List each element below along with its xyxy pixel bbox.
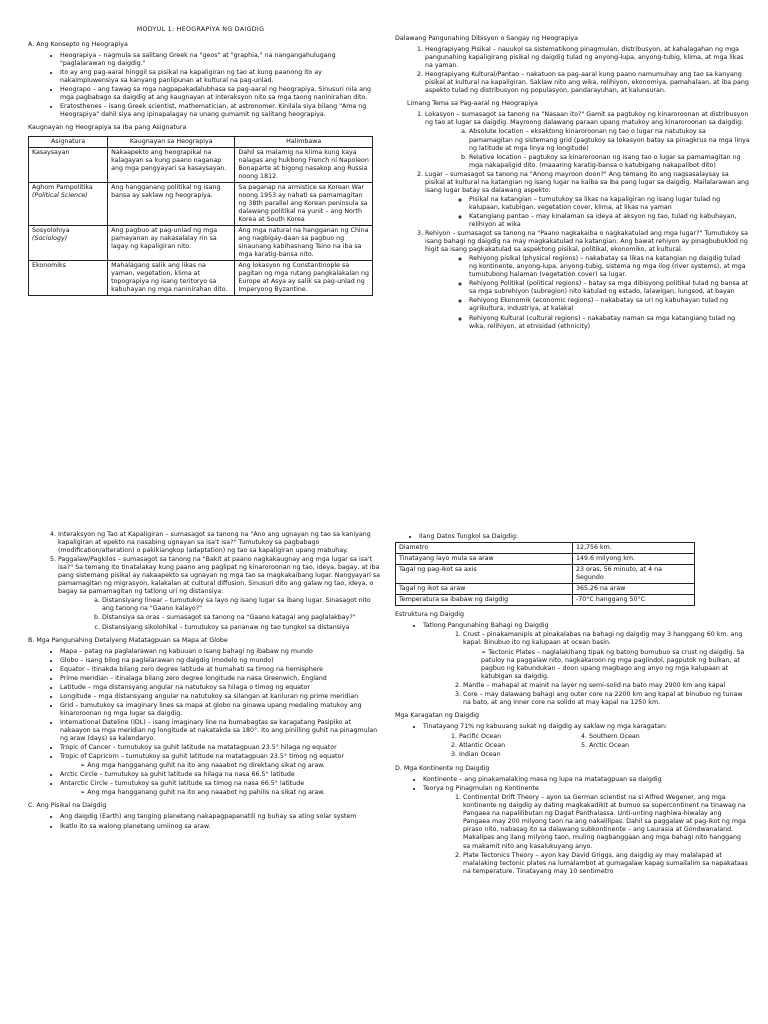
theme-text: Paggalaw/Pagkilos – sumasagot sa tanong na "Bakit at paano nagkakaugnay ang mga lugar sa isa't isa?" Sa temang ito tinatalakay kung paano ang paglipat ng kinaroroonan ng tao, ideya, bagay, at iba pang sistemang pisikal ay nakaapekto sa ugnayan ng mga tao sa magkakaibang lugar. Nangyayari sa pamamagitan ng migrasyon, kalakalan at cultural diffusion. Sinusuri dito ang galaw ng tao, ideya, o bagay sa pamamagitan ng tatlong uri ng distansiya: bbox=[58, 556, 380, 596]
relation-heading: Kaugnayan ng Heograpiya sa Iba pang Asignatura bbox=[28, 124, 187, 132]
table-cell: 23 oras, 56 minuto, at 4 na Segundo bbox=[573, 565, 695, 584]
list-item: ➢ Ang mga hangganang guhit na ito ang naaabot ng pahilis na sikat ng araw. bbox=[80, 789, 383, 797]
list-item bbox=[423, 785, 750, 876]
table-cell: Temperatura sa ibabaw ng daigdig bbox=[396, 595, 573, 606]
list-item: 4. Interaksyon ng Tao at Kapaligiran – sumasagot sa tanong na "Ano ang ugnayan ng tao sa kaniyang kapaligiran at epekto na nasabing ugnayan sa isa't isa?" Tumutukoy sa pagbabago (modification/alteration) o pakikiangkop (adaptation) ng tao sa kapaligiran upang mabuhay. bbox=[58, 531, 383, 555]
list-item: • Heograpiya – nagmula sa salitang Greek na "geos" at "graphia," na nangangahulugang "paglalarawan ng daigdig." bbox=[60, 52, 373, 68]
list-item bbox=[425, 111, 750, 169]
list-item: ◦ Katangiang pantao – may kinalaman sa ideya at aksyon ng tao, tulad ng kabuhayan, relihiyon at wika bbox=[469, 213, 750, 229]
list-item: • Equator – itinakda bilang zero degree latitude at humahati sa timog na hemisphere bbox=[60, 666, 383, 674]
sub-list bbox=[425, 128, 750, 169]
section-a-list bbox=[28, 52, 373, 119]
list-item bbox=[463, 631, 750, 680]
module-title: MODYUL 1: HEOGRAPIYA NG DAIGDIG bbox=[136, 26, 265, 33]
list-item: c. Distansiyang sikolohikal – tumutukoy sa pananaw ng tao tungkol sa distansiya bbox=[102, 624, 383, 632]
table-row bbox=[396, 565, 695, 584]
table-cell bbox=[29, 147, 108, 182]
section-b-heading: B. Mga Pangunahing Detalyeng Matatagpuan sa Mapa at Globe bbox=[28, 636, 228, 644]
list-item: • Tinatayang 71% ng kabuuang sukat ng daigdig ay saklaw ng mga karagatan: bbox=[423, 723, 750, 731]
themes-list-continued bbox=[28, 531, 383, 632]
list-item: • International Dateline (IDL) – isang imaginary line na bumabagtas sa karagatang Pasipiko at nakaayon sa mga meridian ng longitude at nakatakda sa 180°. Ito ang pinilling guhit na pinagmulan ng araw (days) sa kalendaryo. bbox=[60, 719, 383, 743]
list-item: 2. Atlantic Ocean bbox=[459, 742, 579, 750]
subject-english: (Sociology) bbox=[32, 235, 68, 243]
section-d-heading: D. Mga Kontinente ng Daigdig bbox=[395, 765, 490, 773]
theme-text: Rehiyon – sumasagot sa tanong na "Paano nagkakaiba o nagkakatulad ang mga lugar?" Tumutukoy sa isang bahagi ng daigdig na may magkakatulad na katangian. Ang bawat rehiyon ay pinagbubuklod ng higit sa isang pagkakatulad sa aspektong pisikal, politikal, ekonomiko, at kultural. bbox=[425, 230, 748, 254]
list-item bbox=[425, 171, 750, 229]
list-item: • Ito ay ang pag-aaral hinggil sa pisikal na kapaligiran ng tao at kung paanong ito ay nakaimpluwensiya sa kanyang panlipunan at kultural na pag-unlad. bbox=[60, 69, 373, 85]
list-item: ◦ Rehiyong pisikal (physical regions) – nakabatay sa likas na katangian ng daigdig tulad ng kontinente, anyong-lupa, anyong-tubig, sistema ng mga ilog (river systems), at mga tumutubong halaman (vegetation cover) sa lugar. bbox=[469, 255, 750, 279]
subject-english: (Political Science) bbox=[32, 191, 88, 199]
list-item: • Tropic of Cancer – tumutukoy sa guhit latitude na matatagpuan 23.5° hilaga ng equator bbox=[60, 744, 383, 752]
list-item: • Grid – tumutukoy sa imaginary lines sa mapa at globo na ginawa upang medaling matukoy ang kinaroroonan ng mga lugar sa daigdig. bbox=[60, 702, 383, 718]
list-item: ◦ Rehiyong Ekonomik (economic regions) – nakabatay sa uri ng kabuhayan tulad ng agrikultura, industriya, at kalakal bbox=[469, 297, 750, 313]
list-item: 2. Plate Tectonics Theory – ayon kay David Griggs, ang daigdig ay may malalapad at malalaking tectonic plates na lumalambot at gumagalaw kapag sumailalim sa napakataas na temperature. Tinatayang may 10 sentimetro bbox=[463, 852, 750, 876]
table-cell bbox=[29, 182, 108, 225]
column-top-left bbox=[28, 26, 373, 486]
divisions-list bbox=[395, 46, 750, 95]
list-item: • Antarctic Circle – tumutukoy sa guhit latitude sa timog na nasa 66.5° latitude bbox=[60, 780, 383, 788]
list-item: b. Distansiya sa oras – sumasagot sa tanong na "Gaano katagal ang paglalakbay?" bbox=[102, 614, 383, 622]
table-cell: 365.26 na araw bbox=[573, 584, 695, 595]
table-header: Kaugnayan sa Heograpiya bbox=[108, 136, 235, 147]
earth-data-table bbox=[395, 542, 695, 606]
list-item: a. Absolute location – eksaktong kinaroroonan ng tao o lugar na natutukoy sa pamamagitan ng sistemang grid (pagtukoy sa lokasyon batay sa pinagkrus na mga linya ng latitude at mga linya ng longitude) bbox=[469, 128, 750, 152]
table-cell: Ang lokasyon ng Constantinople sa pagitan ng mga rutang pangkalakalan ng Europe at Asya ay salik sa pag-unlad ng Imperyong Byzantine. bbox=[235, 261, 373, 296]
sub-list bbox=[58, 597, 383, 631]
table-cell: Diametro bbox=[396, 543, 573, 554]
theories-list bbox=[423, 794, 750, 875]
section-a-heading: A. Ang Konsepto ng Heograpiya bbox=[28, 41, 128, 49]
list-item: 2. Mantle – mahapal at mainit na layer ng semi-solid na bato may 2900 km ang kapal bbox=[463, 682, 750, 690]
structure-heading: Estruktura ng Daigdig bbox=[395, 611, 465, 619]
list-item: 5. Arctic Ocean bbox=[589, 742, 709, 750]
table-row bbox=[29, 225, 373, 260]
circles-list bbox=[28, 771, 383, 788]
table-cell bbox=[29, 225, 108, 260]
section-d-list bbox=[395, 776, 750, 876]
table-cell: Mahalagang salik ang likas na yaman, vegetation, klima at topograpiya ng isang teritoryo sa kabuhayan ng mga naninirahan dito. bbox=[108, 261, 235, 296]
list-item bbox=[423, 622, 750, 706]
list-item: a. Distansiyang linear – tumutukoy sa layo ng isang lugar sa ibang lugar. Sinasagot nito ang tanong na "Gaano kalayo?" bbox=[102, 597, 383, 613]
list-item: • Ang daigdig (Earth) ang tanging planetang nakapagpapanatili ng buhay sa ating solar system bbox=[60, 813, 383, 821]
oceans-bullet-list bbox=[395, 723, 750, 731]
section-c-list bbox=[28, 813, 383, 830]
sub-list bbox=[425, 255, 750, 330]
list-item: ◦ Pisikal na katangian – tumutukoy sa likas na kapaligiran ng isang lugar tulad ng kalupaan, katubigan, vegetation cover, klima, at likas na yaman bbox=[469, 196, 750, 212]
list-item: b. Relative location – pagtukoy sa kinaroroonan ng isang tao o lugar sa pamamagitan ng mga nakapaligid dito. (maaaring karatig-bansa o katubigang nakapalibot dito) bbox=[469, 154, 750, 170]
section-c-heading: C. Ang Pisikal na Daigdig bbox=[28, 802, 107, 810]
column-bottom-right bbox=[395, 532, 750, 1002]
subject-name: Kasaysayan bbox=[32, 148, 70, 156]
table-cell: Nakaapekto ang heograpikal na kalagayan sa kung paano naganap ang mga pangyayari sa kasaysayan. bbox=[108, 147, 235, 182]
arrow-note-list bbox=[463, 649, 750, 681]
table-header-row bbox=[29, 136, 373, 147]
list-item bbox=[425, 230, 750, 331]
column-bottom-left bbox=[28, 530, 383, 1010]
table-cell: Sa paganap na armistice sa Korean War noong 1953 ay nahati sa pamamagitan ng 38th parallel ang Korean peninsula sa dalawang politikal na yunit – ang North Korea at South Korea bbox=[235, 182, 373, 225]
themes-list bbox=[395, 111, 750, 330]
table-cell: Tinatayang layo mula sa araw bbox=[396, 554, 573, 565]
list-item: • Heograpo – ang tawag sa mga nagpapakadalubhasa sa pag-aaral ng heograpiya. Sinusuri nila ang mga pagbabago sa daigdig at ang kaugnayan at interaksyon nito sa mga taong naninirahan dito. bbox=[60, 86, 373, 102]
list-item: 1. Heograpiyang Pisikal – nauukol sa sistematikong pinagmulan, distribusyon, at kahalagahan ng mga pangunahing kapaligirang pisikal ng daigdig tulad ng anyong-lupa, anyong-tubig, klima, at mga likas na yaman. bbox=[425, 46, 750, 70]
list-item: 4. Southern Ocean bbox=[589, 733, 709, 741]
subject-name: Aghom Pampolitika bbox=[32, 183, 93, 191]
data-heading-list bbox=[395, 533, 750, 541]
oceans-heading: Mga Karagatan ng Daigdig bbox=[395, 711, 479, 719]
table-row bbox=[29, 147, 373, 182]
list-text: Crust – pinakamanipis at pinakalabas na bahagi ng daigdig may 3 hanggang 60 km. ang kapal. Binubuo ito ng kalupaan at ocean basin. bbox=[463, 631, 743, 647]
table-cell bbox=[29, 261, 108, 296]
list-item: • Latitude – mga distansyang angular na natutukoy sa hilaga o timog ng equator bbox=[60, 684, 383, 692]
table-header: Asignatura bbox=[29, 136, 108, 147]
table-row bbox=[29, 261, 373, 296]
themes-heading: Limang Tema sa Pag-aaral ng Heograpiya bbox=[407, 100, 538, 108]
list-item: • Prime meridian – itinalaga bilang zero degree longitude na nasa Greenwich, England bbox=[60, 675, 383, 683]
list-text: Teorya ng Pinagmulan ng Kontinente bbox=[423, 785, 539, 793]
table-cell: Ang pagbuo at pag-unlad ng mga pamayanan ay nakasalalay rin sa lagay ng kapaligiran nito. bbox=[108, 225, 235, 260]
subject-name: Sosyolohiya bbox=[32, 226, 70, 234]
list-text: Tatlong Pangunahing Bahagi ng Daigdig bbox=[423, 622, 549, 630]
list-item: • Mapa – patag na paglalarawan ng kabuuan o isang bahagi ng ibabaw ng mundo bbox=[60, 648, 383, 656]
table-cell: Ang hangganang politikal ng isang bansa ay saklaw ng heograpiya. bbox=[108, 182, 235, 225]
theme-text: Lokasyon – sumasagot sa tanong na "Nasaan ito?" Gamit sa pagtukoy ng kinaroroonan at distribusyon ng tao at lugar sa daigdig. Mayroong dalawang paraan upang matukoy ang kinaroroonan sa daigdig: bbox=[425, 111, 749, 127]
section-b-list bbox=[28, 648, 383, 762]
sub-list bbox=[425, 196, 750, 229]
list-item: ◦ Rehiyong Politikal (political regions) – batay sa mga dibisyong politikal tulad ng bansa at sa mga subrehiyon (subregion) nito katulad ng estado, lalawigan, lungsod, at bayan bbox=[469, 280, 750, 296]
subjects-table bbox=[28, 136, 373, 297]
list-item: • Eratosthenes – isang Greek scientist, mathematician, at astronomer. Kinilala siya bilang "Ama ng Heograpiya" dahil siya ang ipinapalagay na unang gumamit ng salitang heograpiya. bbox=[60, 103, 373, 119]
list-item: ◦ Rehiyong Kultural (cultural regions) – nakabatay naman sa mga katangiang tulad ng wika, relihiyon, at etnisidad (ethnicity) bbox=[469, 315, 750, 331]
subject-name: Ekonomiks bbox=[32, 262, 66, 270]
table-header: Halimbawa bbox=[235, 136, 373, 147]
theme-text: Lugar – sumasagot sa tanong na "Anong mayroon doon?" Ang temang ito ang nagsasalaysay sa pisikal at kultural na katangian ng isang lugar na kaiba sa iba pang lugar sa daigdig. Mailalarawan ang isang lugar batay sa dalawang aspekto: bbox=[425, 170, 749, 194]
table-row bbox=[396, 543, 695, 554]
list-item: • Longitude – mga distansyang angular na natutukoy sa silangan at kanluran ng prime meridian bbox=[60, 693, 383, 701]
list-item bbox=[58, 556, 383, 631]
table-cell: 12,756 km. bbox=[573, 543, 695, 554]
column-top-right bbox=[395, 30, 750, 480]
structure-list bbox=[395, 622, 750, 706]
oceans-list bbox=[449, 732, 579, 760]
table-row bbox=[396, 584, 695, 595]
table-row bbox=[396, 554, 695, 565]
table-cell: Ang mga natural na hangganan ng China ang nagbigay-daan sa pagbuo ng sinaunang kabihasnang Tsino na iba sa mga karatig-bansa nito. bbox=[235, 225, 373, 260]
list-item: • Ilang Datos Tungkol sa Daigdig: bbox=[419, 533, 750, 541]
list-item: 2. Heograpiyang Kultural/Pantao – nakatuon sa pag-aaral kung paano namumuhay ang tao sa kanyang pisikal at kultural na kapaligiran. Saklaw nito ang wika, relihiyon, ekonomiya, pamahalaan, at iba pang aspekto tulad ng distribusyon ng populasyon, pandarayuhan, at kalunsuran. bbox=[425, 71, 750, 95]
table-cell: Tagal ng ikot sa araw bbox=[396, 584, 573, 595]
list-item: 3. Core – may dalawang bahagi ang outer core na 2200 km ang kapal at binubuo ng tunaw na bato, at ang inner core na solido at may kapal na 1250 km. bbox=[463, 691, 750, 707]
list-item: 1. Pacific Ocean bbox=[459, 733, 579, 741]
list-item: • Ikatlo ito sa walong planetang umiinog sa araw. bbox=[60, 823, 383, 831]
table-row bbox=[396, 595, 695, 606]
layers-list bbox=[423, 631, 750, 706]
list-item: • Globo – isang bilog na paglalarawan ng daigdig (modelo ng mundo) bbox=[60, 657, 383, 665]
list-item: • Arctic Circle – tumutukoy sa guhit latitude sa hilaga na nasa 66.5° latitude bbox=[60, 771, 383, 779]
oceans-list bbox=[579, 732, 709, 760]
oceans-columns bbox=[395, 732, 750, 760]
list-item: • Tropic of Capricorn – tumutukoy sa guhit latitude na matatagpuan 23.5° timog ng equator bbox=[60, 753, 383, 761]
table-cell: -70°C hanggang 50°C bbox=[573, 595, 695, 606]
list-item: • Kontinente – ang pinakamalaking masa ng lupa na matatagpuan sa daigdig bbox=[423, 776, 750, 784]
list-item: ➢ Tectonic Plates – naglalakihang tipak ng batong bumubuo sa crust ng daigdig. Sa patuloy na paggalaw nito, nagkakaroon ng mga paglindol, pagputok ng bulkan, at pagbuo ng kabundukan – doon upang magbago ang anyo ng mga kalupaan at katubigan sa daigdig. bbox=[481, 649, 750, 681]
list-item: ➢ Ang mga hangganang guhit na ito ang naaabot ng direktang sikat ng araw. bbox=[80, 762, 383, 770]
table-row bbox=[29, 182, 373, 225]
table-cell: Tagal ng pag-ikot sa axis bbox=[396, 565, 573, 584]
table-cell: Dahil sa malamig na klima kung kaya nalagas ang hukbong French ni Napoleon Bonaparte at bigong nasakop ang Russia noong 1812. bbox=[235, 147, 373, 182]
list-item: 3. Indian Ocean bbox=[459, 751, 579, 759]
arrow-note-list bbox=[28, 762, 383, 770]
table-cell: 149.6 milyong km. bbox=[573, 554, 695, 565]
list-item: 1. Continental Drift Theory – ayon sa German scientist na si Alfred Wegener, ang mga kontinente ng daigdig ay dating magkakadikit at bumuo sa supercontinent na tinawag na Pangaea na napalilibutan ng Dagat Panthalassa. Unti-unting naghiwa-hiwalay ang Pangaea may 200 milyong taon na ang nakalilipas. Dahil sa paggalaw at pag-ikot ng mga piraso nito, nabasag ito sa dalawang subkontinente – ang Laurasia at Gondwanaland. Makalipas ang ilang milyong taon, muling nagbanggaan ang mga bahagi nito hanggang sa makamit nito ang kasalukuyang anyo. bbox=[463, 794, 750, 850]
divisions-heading: Dalawang Pangunahing Dibisyon o Sangay ng Heograpiya bbox=[395, 35, 578, 42]
arrow-note-list bbox=[28, 789, 383, 797]
